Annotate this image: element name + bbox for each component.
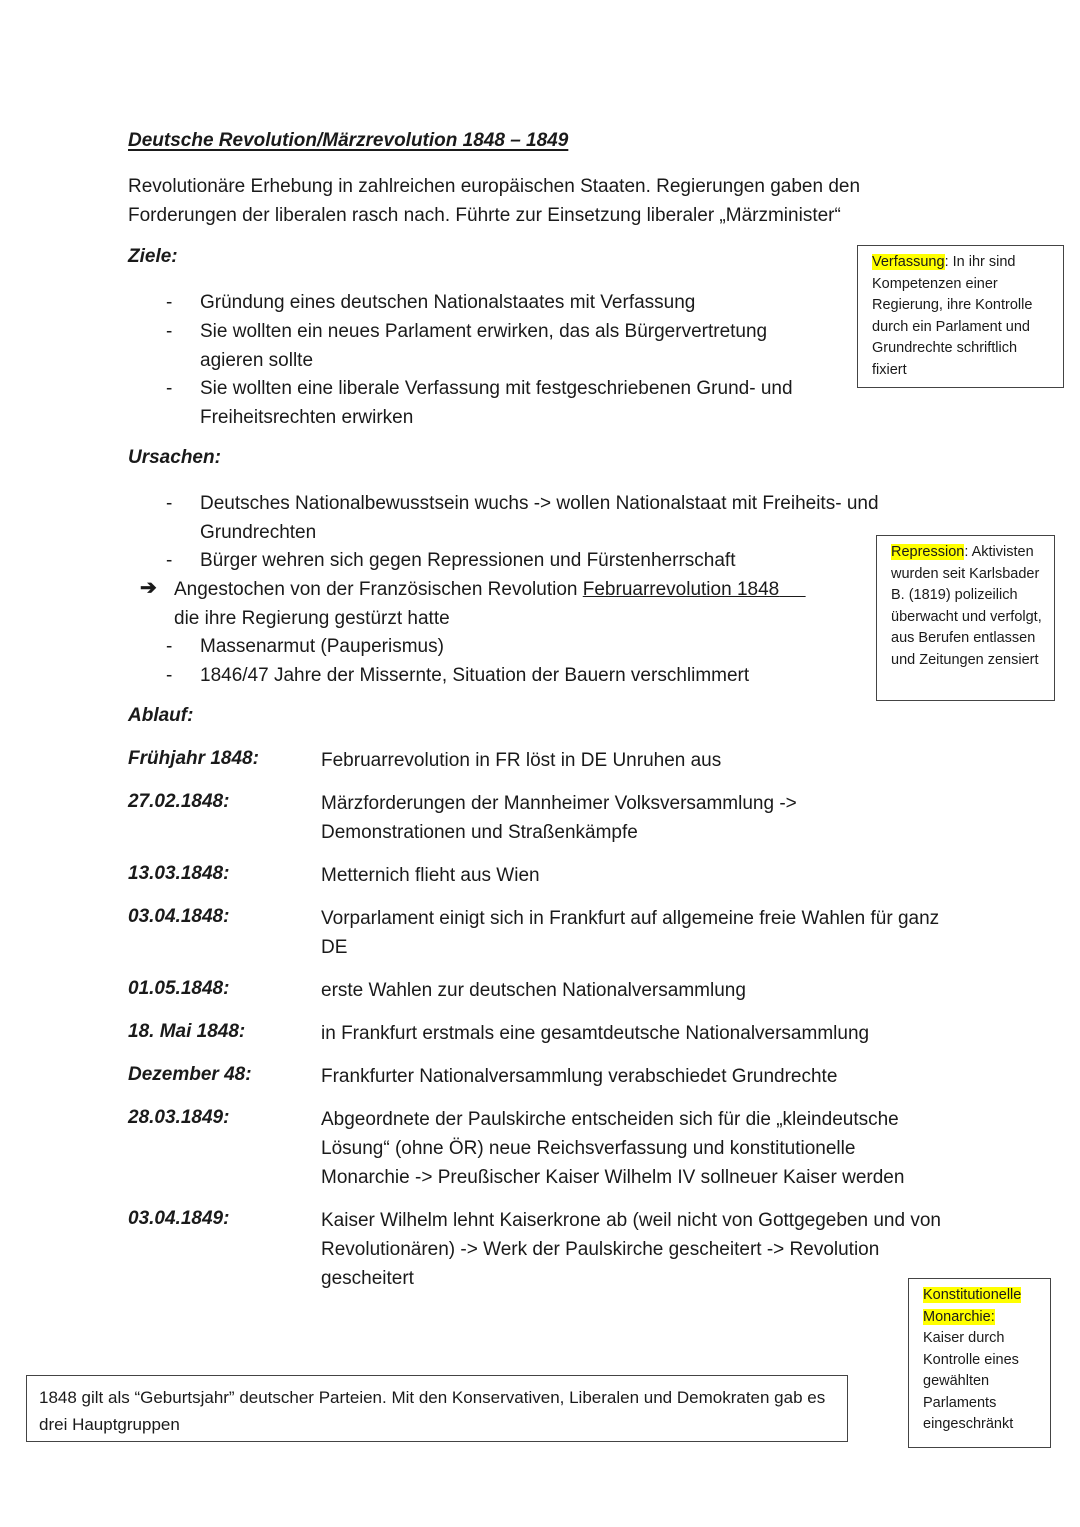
timeline-text: Abgeordnete der Paulskirche entscheiden sich für die „kleindeutsche Lösung“ (ohne ÖR) neue Reichsverfassung und konstitutionelle Monarchie -> Preußischer Kaiser Wilhelm IV sollneuer Kaiser werden (321, 1109, 905, 1188)
list-item: Deutsches Nationalbewusstsein wuchs -> wollen Nationalstaat mit Freiheits- und Grundrechten (200, 493, 879, 543)
arrow-right-icon: ➔ (140, 577, 157, 599)
timeline-date: 28.03.1849: (128, 1107, 230, 1128)
page-title: Deutsche Revolution/Märzrevolution 1848 – 1849 (128, 130, 569, 151)
list-item: Sie wollten eine liberale Verfassung mit festgeschriebenen Grund- und Freiheitsrechten erwirken (200, 378, 793, 428)
timeline-text: Kaiser Wilhelm lehnt Kaiserkrone ab (weil nicht von Gottgegeben und von Revolutionären) -> Werk der Paulskirche gescheitert -> Revolution gescheitert (321, 1210, 941, 1289)
timeline-date: 01.05.1848: (128, 978, 230, 999)
timeline-text: in Frankfurt erstmals eine gesamtdeutsche Nationalversammlung (321, 1023, 870, 1044)
list-item: Angestochen von der Französischen Revolution Februarrevolution 1848 die ihre Regierung gestürzt hatte (174, 579, 780, 629)
timeline-text: Märzforderungen der Mannheimer Volksversammlung -> Demonstrationen und Straßenkämpfe (321, 793, 797, 843)
note-term: Konstitutionelle Monarchie: (923, 1287, 1022, 1325)
timeline-date: 03.04.1848: (128, 906, 230, 927)
list-item: Massenarmut (Pauperismus) (200, 636, 444, 657)
ursachen-heading: Ursachen: (128, 447, 221, 468)
note-repression (876, 535, 1055, 701)
timeline-date: 03.04.1849: (128, 1208, 230, 1229)
timeline-text: Frankfurter Nationalversammlung verabschiedet Grundrechte (321, 1066, 838, 1087)
timeline-date: 13.03.1848: (128, 863, 230, 884)
februarrevolution-text: Februarrevolution 1848 (582, 579, 780, 600)
list-item: Sie wollten ein neues Parlament erwirken, das als Bürgervertretung agieren sollte (200, 321, 768, 371)
timeline-text: Vorparlament einigt sich in Frankfurt auf allgemeine freie Wahlen für ganz DE (321, 908, 940, 958)
intro-text: Revolutionäre Erhebung in zahlreichen europäischen Staaten. Regierungen gaben den Forderungen der liberalen rasch nach. Führte zur Einsetzung liberaler „Märzminister“ (128, 176, 861, 226)
note-parteien: 1848 gilt als “Geburtsjahr” deutscher Parteien. Mit den Konservativen, Liberalen und Demokraten gab es drei Hauptgruppen (26, 1375, 848, 1442)
ablauf-heading: Ablauf: (128, 705, 194, 726)
note-text: : In ihr sind Kompetenzen einer Regierung, ihre Kontrolle durch ein Parlament und Grundrechte schriftlich fixiert (872, 254, 1033, 378)
ziele-heading: Ziele: (128, 246, 178, 267)
timeline-text: Februarrevolution in FR löst in DE Unruhen aus (321, 750, 722, 771)
timeline-text: Metternich flieht aus Wien (321, 865, 540, 886)
note-term: Repression (891, 544, 965, 560)
timeline-text: erste Wahlen zur deutschen Nationalversammlung (321, 980, 746, 1001)
note-term: Verfassung (872, 254, 945, 270)
note-verfassung (857, 245, 1064, 388)
note-text: : Aktivisten wurden seit Karlsbader B. (1819) polizeilich überwacht und verfolgt, aus Berufen entlassen und Zeitungen zensiert (891, 544, 1042, 668)
timeline-date: Frühjahr 1848: (128, 748, 259, 769)
note-text: Kaiser durch Kontrolle eines gewählten Parlaments eingeschränkt (923, 1330, 1019, 1432)
note-monarchie (908, 1278, 1051, 1448)
list-item: Gründung eines deutschen Nationalstaates mit Verfassung (200, 292, 696, 313)
timeline-date: Dezember 48: (128, 1064, 252, 1085)
list-item: Bürger wehren sich gegen Repressionen und Fürstenherrschaft (200, 550, 736, 571)
list-item: 1846/47 Jahre der Missernte, Situation der Bauern verschlimmert (200, 665, 750, 686)
timeline-date: 27.02.1848: (128, 791, 230, 812)
timeline-date: 18. Mai 1848: (128, 1021, 246, 1042)
